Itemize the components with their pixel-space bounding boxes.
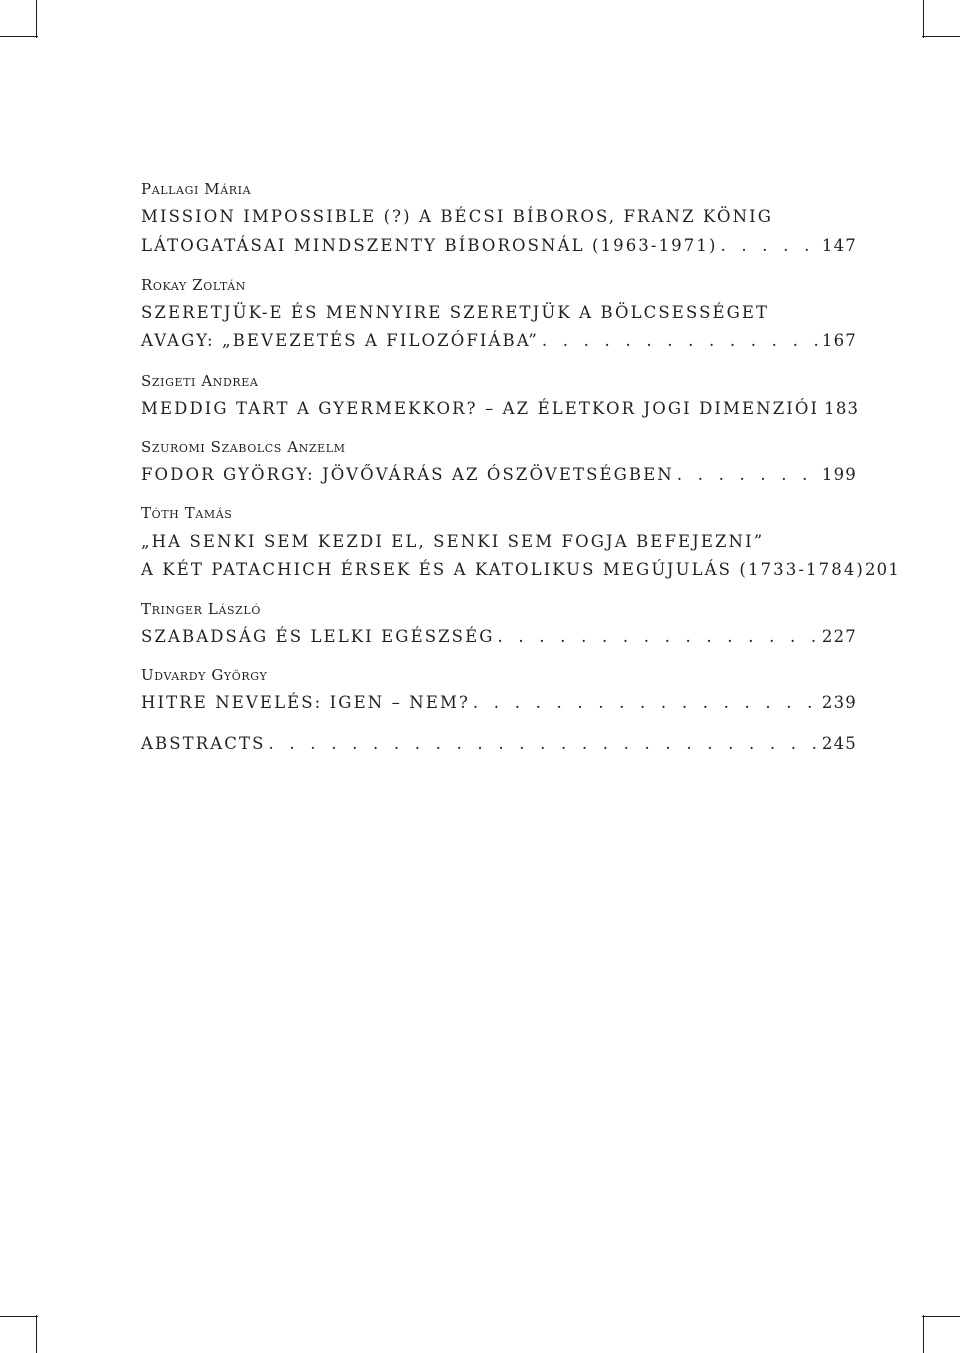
toc-author: Tóth Tamás [141,504,233,522]
toc-title-text: ABSTRACTS [141,734,266,753]
toc-title-line [141,302,857,324]
toc-author: Szigeti Andrea [141,372,259,390]
toc-title-line [141,626,857,648]
toc-title-text: A KÉT PATACHICH ÉRSEK ÉS A KATOLIKUS MEGÚJULÁS (1733-1784) [141,560,865,579]
toc-page-number: 183 [824,399,860,418]
toc-title-line [141,692,857,714]
toc-title-line [141,559,901,581]
toc-author: Szuromi Szabolcs Anzelm [141,438,346,456]
toc-page-number: 245 [821,734,857,753]
toc-title-text: SZABADSÁG ÉS LELKI EGÉSZSÉG [141,627,495,646]
dot-leader [542,330,820,352]
crop-mark-top-left-h [0,36,38,37]
toc-author: Tringer László [141,600,261,618]
dot-leader [677,464,820,486]
toc-title-text: „HA SENKI SEM KEZDI EL, SENKI SEM FOGJA BEFEJEZNI” [141,532,765,551]
toc-title-text: HITRE NEVELÉS: IGEN – NEM? [141,693,470,712]
crop-mark-top-right [923,0,924,38]
crop-mark-bottom-left-h [0,1316,38,1317]
crop-mark-bottom-right-h [922,1316,960,1317]
toc-author: Pallagi Mária [141,180,252,198]
toc-page-number: 147 [821,236,857,255]
toc-title-text: FODOR GYÖRGY: JÖVŐVÁRÁS AZ ÓSZÖVETSÉGBEN [141,465,674,484]
toc-author: Rokay Zoltán [141,276,246,294]
toc-title-line [141,235,857,257]
toc-title-text: LÁTOGATÁSAI MINDSZENTY BÍBOROSNÁL (1963-1971) [141,236,718,255]
toc-page-number: 239 [821,693,857,712]
dot-leader [473,692,820,714]
crop-mark-bottom-left [36,1315,37,1353]
dot-leader [721,235,820,257]
toc-page-number: 167 [821,331,857,350]
toc-title-line [141,398,860,420]
crop-mark-bottom-right [923,1315,924,1353]
toc-title-text: AVAGY: „BEVEZETÉS A FILOZÓFIÁBA” [141,331,539,350]
crop-mark-top-right-h [922,36,960,37]
toc-title-line [141,464,857,486]
toc-page-number: 201 [864,560,901,579]
crop-mark-top-left [36,0,37,38]
toc-title-text: SZERETJÜK-E ÉS MENNYIRE SZERETJÜK A BÖLCSESSÉGET [141,303,770,322]
toc-page-number: 199 [821,465,857,484]
dot-leader [498,626,820,648]
toc-title-line [141,330,857,352]
toc-title-line [141,733,857,755]
dot-leader [269,733,820,755]
toc-title-text: MEDDIG TART A GYERMEKKOR? – AZ ÉLETKOR JOGI DIMENZIÓI [141,399,820,418]
toc-title-line [141,206,857,228]
toc-page-number: 227 [821,627,857,646]
toc-title-text: MISSION IMPOSSIBLE (?) A BÉCSI BÍBOROS, FRANZ KÖNIG [141,207,774,226]
toc-author: Udvardy György [141,666,268,684]
toc-title-line [141,531,857,553]
